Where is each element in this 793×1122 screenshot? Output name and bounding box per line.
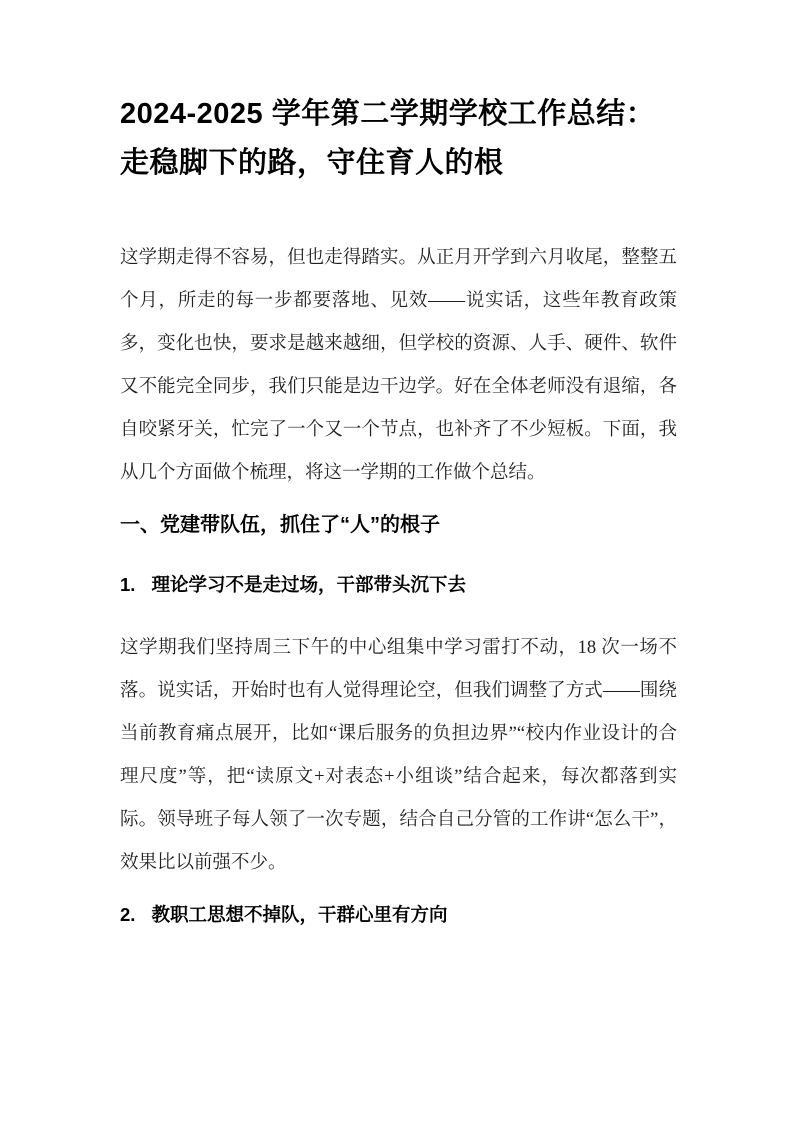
subsection-heading-2 xyxy=(120,893,677,936)
subsection-1-title: 理论学习不是走过场，干部带头沉下去 xyxy=(151,574,466,595)
section-heading-1: 一、党建带队伍，抓住了“人”的根子 xyxy=(120,514,440,536)
subsection-1-number: 1. xyxy=(120,574,136,595)
subsection-2-title: 教职工思想不掉队，干群心里有方向 xyxy=(151,904,448,925)
subsection-1-paragraph: 这学期我们坚持周三下午的中心组集中学习雷打不动，18 次一场不落。说实话，开始时也有人觉得理论空，但我们调整了方式——围绕当前教育痛点展开，比如“课后服务的负担边界”“校内作业设计的合理尺度”等，把“读原文+对表态+小组谈”结合起来，每次都落到实际。领导班子每人领了一次专题，结合自己分管的工作讲“怎么干”，效果比以前强不少。 xyxy=(120,638,677,873)
subsection-2-number: 2. xyxy=(120,904,136,925)
intro-paragraph: 这学期走得不容易，但也走得踏实。从正月开学到六月收尾，整整五个月，所走的每一步都要落地、见效——说实话，这些年教育政策多，变化也快，要求是越来越细，但学校的资源、人手、硬件、软件又不能完全同步，我们只能是边干边学。好在全体老师没有退缩，各自咬紧牙关，忙完了一个又一个节点，也补齐了不少短板。下面，我从几个方面做个梳理，将这一学期的工作做个总结。 xyxy=(120,248,677,483)
document-title: 2024-2025 学年第二学期学校工作总结：走稳脚下的路，守住育人的根 xyxy=(120,98,656,179)
subsection-heading-1 xyxy=(120,563,677,606)
